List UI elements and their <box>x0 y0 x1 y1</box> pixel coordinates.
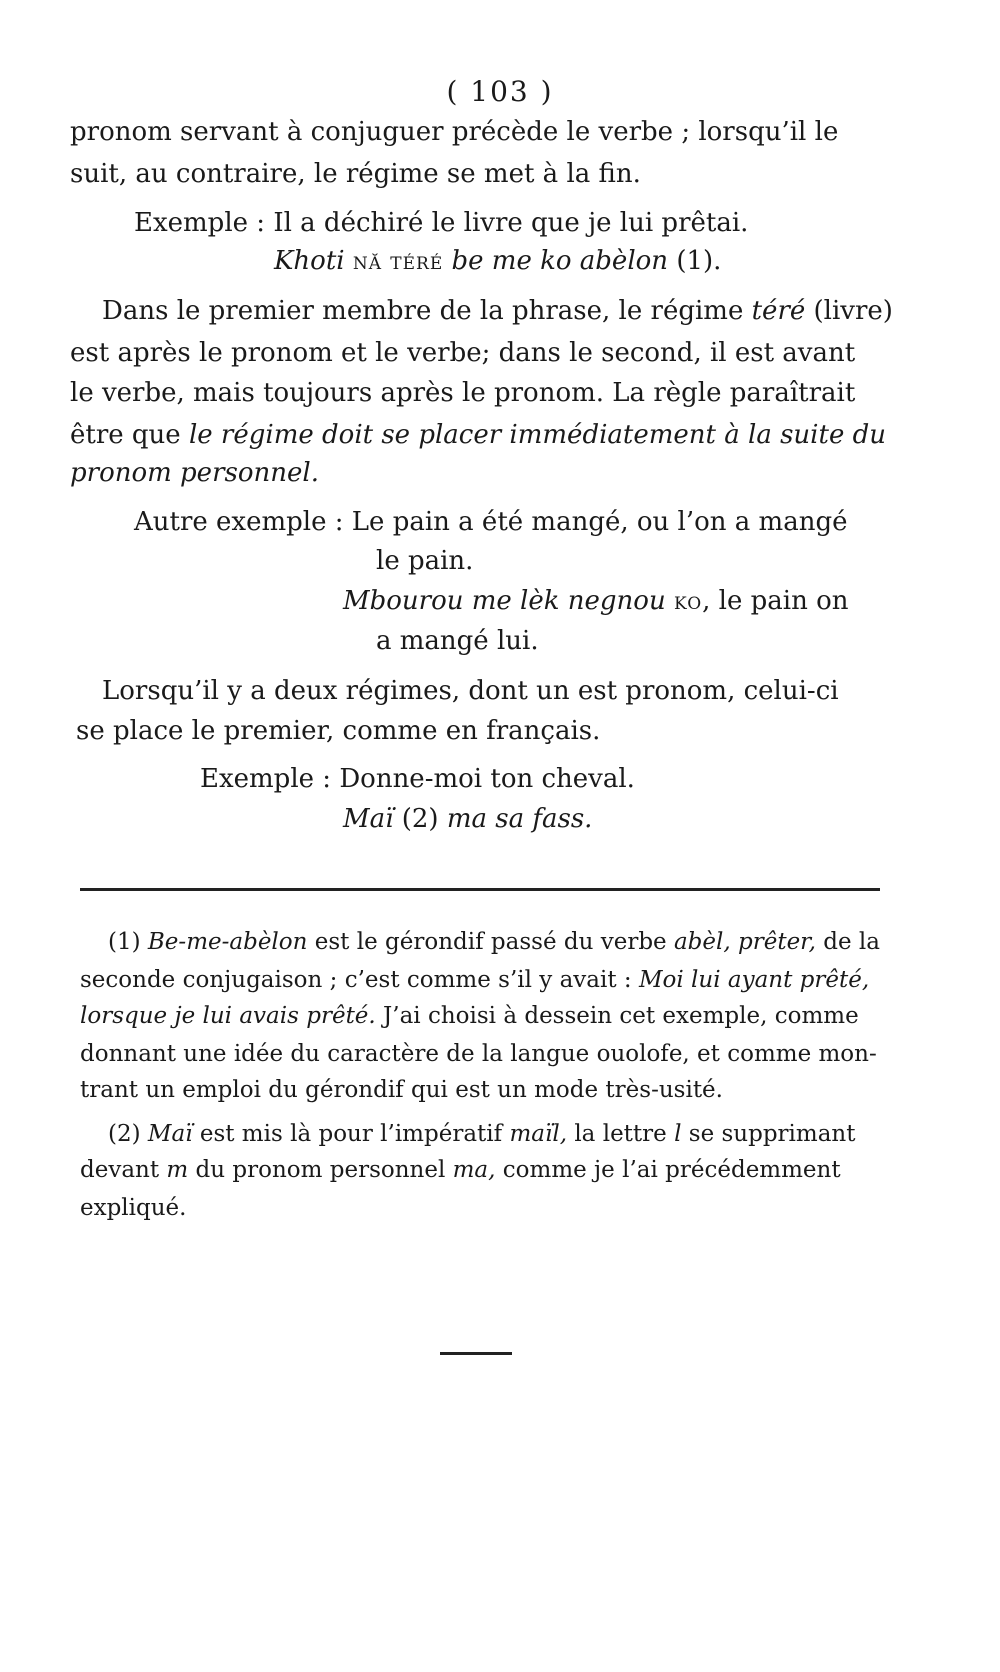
end-ornament-rule <box>440 1352 512 1355</box>
body-line-1 <box>70 117 838 147</box>
example-1-wolof <box>274 246 721 279</box>
text-span: J’ai choisi à dessein cet exemple, comme <box>383 1003 859 1029</box>
text-span: ma, <box>452 1157 496 1183</box>
text-span: Exemple : Il a déchiré le livre que je lui prêtai. <box>134 208 749 238</box>
footnote-1-line-3 <box>80 1002 859 1030</box>
text-span: Maï <box>147 1121 193 1147</box>
text-span: donnant une idée du caractère de la langue ouolofe, et comme mon- <box>80 1041 877 1067</box>
footnote-1-line-4 <box>80 1040 877 1068</box>
example-2-line-4 <box>376 626 539 656</box>
text-span: ma sa fass. <box>446 804 593 834</box>
footnote-2-line-2 <box>80 1156 841 1184</box>
footnote-1-line-1 <box>108 928 880 956</box>
body-line-9 <box>76 716 600 746</box>
footnote-2-line-1 <box>108 1120 855 1148</box>
text-span: expliqué. <box>80 1195 187 1221</box>
text-span: a mangé lui. <box>376 626 539 656</box>
example-2-line-3 <box>343 586 849 619</box>
text-span: (2) <box>108 1121 141 1147</box>
example-2-line-2 <box>376 546 473 576</box>
example-1-french <box>134 208 748 238</box>
text-span: de la <box>823 929 880 955</box>
page-number: ( 103 ) <box>446 75 554 108</box>
example-2-line-1 <box>134 507 847 537</box>
text-span: KO <box>673 594 703 614</box>
text-span: se place le premier, comme en français. <box>76 716 601 746</box>
text-span: le régime doit se placer immédiatement à la suite du <box>188 420 886 450</box>
text-span: Moi lui ayant prêté, <box>638 967 870 993</box>
text-span: Maï <box>343 804 394 834</box>
text-span: est après le pronom et le verbe; dans le second, il est avant <box>70 338 856 368</box>
example-3-wolof <box>343 804 592 834</box>
body-line-5 <box>70 378 855 408</box>
text-span: est mis là pour l’impératif <box>199 1121 503 1147</box>
text-span: seconde conjugaison ; c’est comme s’il y avait : <box>80 967 632 993</box>
footnote-divider <box>80 888 880 891</box>
text-span: pronom personnel. <box>70 458 319 488</box>
text-span: Lorsqu’il y a deux régimes, dont un est pronom, celui-ci <box>102 676 839 706</box>
text-span: être que <box>70 420 181 450</box>
text-span: (1). <box>676 246 722 276</box>
text-span: le pain. <box>376 546 474 576</box>
text-span: est le gérondif passé du verbe <box>314 929 667 955</box>
text-span: (2) <box>401 804 439 834</box>
text-span: maïl, <box>509 1121 568 1147</box>
text-span: lorsque je lui avais prêté. <box>80 1003 376 1029</box>
text-span: TÉRÉ <box>390 254 444 274</box>
body-line-2 <box>70 159 641 189</box>
text-span: téré <box>751 296 806 326</box>
text-span: Be-me-abèlon <box>147 929 308 955</box>
text-span: comme je l’ai précédemment <box>502 1157 841 1183</box>
text-span: Dans le premier membre de la phrase, le régime <box>102 296 744 326</box>
text-span: (livre) <box>813 296 893 326</box>
text-span: le verbe, mais toujours après le pronom. La règle paraîtrait <box>70 378 856 408</box>
text-span: trant un emploi du gérondif qui est un mode très-usité. <box>80 1077 723 1103</box>
text-span: se supprimant <box>688 1121 856 1147</box>
example-3-french <box>200 764 635 794</box>
footnote-1-line-5 <box>80 1076 723 1104</box>
body-line-8 <box>102 676 839 706</box>
body-line-3 <box>102 296 893 326</box>
body-line-7 <box>70 458 319 488</box>
text-span: du pronom personnel <box>195 1157 446 1183</box>
text-span: Autre exemple : Le pain a été mangé, ou l’on a mangé <box>134 507 848 537</box>
text-span: l <box>674 1121 682 1147</box>
text-span: Exemple : Donne-moi ton cheval. <box>200 764 635 794</box>
text-span: NĂ <box>352 254 383 274</box>
text-span: Mbourou me lèk negnou <box>343 586 666 616</box>
footnote-1-line-2 <box>80 966 869 994</box>
text-span: devant <box>80 1157 160 1183</box>
text-span: be me ko abèlon <box>451 246 669 276</box>
text-span: Khoti <box>274 246 345 276</box>
text-span: m <box>166 1157 189 1183</box>
text-span: pronom servant à conjuguer précède le verbe ; lorsqu’il le <box>70 117 839 147</box>
body-line-6 <box>70 420 886 450</box>
text-span: (1) <box>108 929 141 955</box>
text-span: , le pain on <box>702 586 849 616</box>
text-span: abèl, prêter, <box>673 929 816 955</box>
text-span: suit, au contraire, le régime se met à la fin. <box>70 159 641 189</box>
text-span: la lettre <box>574 1121 667 1147</box>
footnote-2-line-3 <box>80 1194 186 1222</box>
body-line-4 <box>70 338 855 368</box>
